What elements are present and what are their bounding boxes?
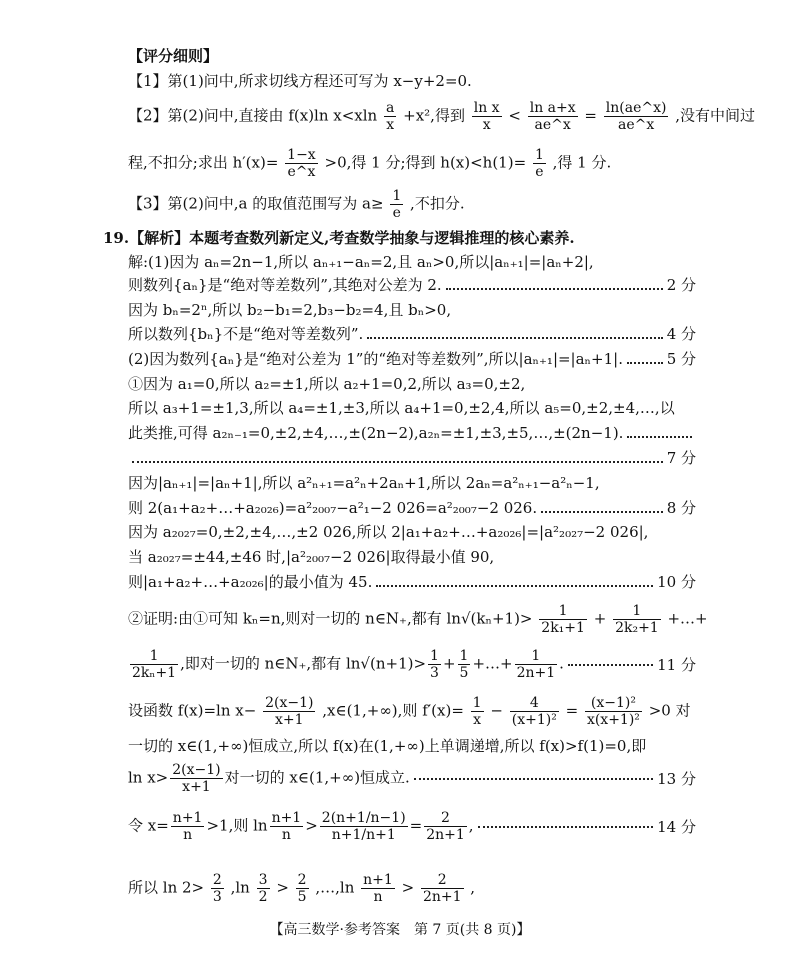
denominator: 2 (258, 889, 268, 905)
text: − (490, 701, 503, 720)
numerator: 1 (534, 147, 544, 163)
q19-line-20 (128, 872, 475, 905)
numerator: n+1 (172, 810, 203, 826)
numerator: 2(n+1/n−1) (321, 810, 406, 826)
q19-line-14 (128, 603, 708, 636)
denominator: ae^x (617, 117, 655, 133)
fraction (384, 100, 396, 133)
denominator: e (535, 164, 544, 180)
fraction (585, 695, 642, 728)
fraction (270, 810, 304, 843)
text: + (593, 609, 607, 628)
text: 【3】第(2)问中,a 的取值范围写为 a≥ (128, 194, 384, 213)
numerator: ln(ae^x) (605, 100, 667, 116)
denominator: 2kₙ+1 (132, 665, 177, 681)
dot-leader (627, 436, 692, 438)
fraction (533, 147, 546, 180)
dot-leader (478, 826, 654, 828)
fraction (515, 648, 558, 681)
fraction (539, 603, 587, 636)
dot-leader (627, 362, 663, 364)
q19-scored-line (128, 275, 696, 295)
grading-item-2-cont (128, 147, 611, 180)
denominator: e^x (287, 164, 316, 180)
numerator: 1 (539, 603, 587, 620)
score: 14 分 (657, 817, 696, 836)
fraction (421, 872, 464, 905)
denominator: e (392, 205, 401, 221)
score: 7 分 (666, 449, 696, 467)
q19-scored-line (128, 762, 696, 795)
denominator: x (482, 117, 491, 133)
fraction (211, 872, 224, 905)
text: ,…,ln (315, 878, 355, 897)
q19-scored-line (128, 810, 696, 843)
q19-line: 因为 a₂₀₂₇=0,±2,±4,…,±2 026,所以 2|a₁+a₂+…+a₂₀₂₆|=|a²₂₀₂₇−2 026|, (128, 523, 649, 541)
fraction (604, 100, 669, 133)
numerator: 1 (459, 648, 469, 664)
denominator: 2n+1 (422, 889, 462, 905)
score: 8 分 (666, 499, 696, 517)
text: >0,得 1 分;得到 h(x)<h(1)= (324, 153, 527, 172)
dot-leader (446, 288, 663, 290)
denominator: 3 (430, 665, 439, 681)
numerator: (x−1)² (585, 695, 642, 712)
q19-line (128, 423, 696, 443)
text: 令 x= (128, 816, 169, 835)
dot-leader (376, 585, 653, 587)
numerator: 2 (297, 872, 307, 888)
dot-leader (367, 337, 662, 339)
numerator: ln a+x (529, 100, 576, 116)
denominator: 5 (459, 665, 469, 681)
fraction (471, 695, 484, 728)
text: ②证明:由①可知 kₙ=n,则对一切的 n∈N₊,都有 ln√(kₙ+1)> (128, 609, 533, 628)
text: ,不扣分. (410, 194, 465, 213)
text: = (565, 701, 579, 720)
q19-line: ①因为 a₁=0,所以 a₂=±1,所以 a₂+1=0,2,所以 a₃=0,±2, (128, 375, 526, 393)
numerator: 1−x (287, 147, 316, 163)
denominator: 2n+1 (516, 665, 556, 681)
fraction (320, 810, 408, 843)
numerator: a (386, 100, 395, 116)
fraction (510, 695, 559, 728)
fraction (130, 648, 178, 681)
q19-scored-line (128, 498, 696, 518)
numerator: 1 (472, 695, 482, 711)
text (128, 810, 474, 843)
grading-item-3 (128, 188, 465, 221)
fraction (170, 762, 222, 795)
page-footer: 【高三数学·参考答案 第 7 页(共 8 页)】 (269, 922, 531, 938)
denominator: x+1 (182, 779, 211, 795)
numerator: n+1 (363, 872, 393, 888)
text: 设函数 f(x)=ln x− (128, 701, 257, 720)
numerator: n+1 (271, 810, 302, 826)
denominator: x (386, 117, 395, 133)
text: = (409, 816, 423, 835)
dot-leader (541, 511, 663, 513)
q19-header: 19.【解析】本题考查数列新定义,考查数学抽象与逻辑推理的核心素养. (103, 229, 575, 247)
text: ,没有中间过 (675, 106, 756, 125)
denominator: 5 (297, 889, 307, 905)
text (128, 648, 564, 681)
text: = (584, 106, 597, 125)
q19-scored-line (128, 324, 696, 344)
denominator: 2k₂+1 (615, 620, 659, 636)
fraction (257, 872, 270, 905)
q19-line: 因为 bₙ=2ⁿ,所以 b₂−b₁=2,b₃−b₂=4,且 bₙ>0, (128, 301, 452, 319)
numerator: 4 (510, 695, 559, 712)
text: 程,不扣分;求出 h′(x)= (128, 153, 279, 172)
text: +x²,得到 (403, 106, 465, 125)
dot-leader (132, 461, 663, 463)
fraction (361, 872, 395, 905)
fraction (171, 810, 205, 843)
dot-leader (568, 664, 653, 666)
q19-scored-line (128, 572, 696, 592)
grading-title: 【评分细则】 (128, 47, 219, 65)
numerator: 2 (424, 810, 467, 827)
grading-item-2 (128, 100, 755, 133)
dot-leader (414, 778, 653, 780)
q19-line: 当 a₂₀₂₇=±44,±46 时,|a²₂₀₀₇−2 026|取得最小值 90, (128, 548, 495, 566)
q19-line: 一切的 x∈(1,+∞)恒成立,所以 f(x)在(1,+∞)上单调递增,所以 f(x)>f(1)=0,即 (128, 737, 647, 755)
text: 则数列{aₙ}是“绝对等差数列”,其绝对公差为 2. (128, 276, 442, 294)
numerator: 2 (212, 872, 222, 888)
q19-scored-line (128, 448, 696, 468)
denominator: ae^x (534, 117, 571, 133)
denominator: x+1 (275, 712, 304, 728)
score: 10 分 (657, 573, 696, 591)
text: , (468, 816, 474, 835)
text: ,即对一切的 n∈N₊,都有 ln√(n+1)> (180, 654, 427, 673)
denominator: 2n+1 (426, 827, 465, 843)
fraction (263, 695, 315, 728)
score: 2 分 (666, 276, 696, 294)
text: ,ln (230, 878, 250, 897)
text: . (559, 654, 564, 673)
text: > (276, 878, 289, 897)
text: 所以 ln 2> (128, 878, 205, 897)
denominator: 2k₁+1 (541, 620, 585, 636)
text: 此类推,可得 a₂ₙ₋₁=0,±2,±4,…,±(2n−2),a₂ₙ=±1,±3,±5,…,±(2n−1). (128, 424, 624, 442)
fraction (296, 872, 309, 905)
fraction (424, 810, 467, 843)
text: 所以数列{bₙ}不是“绝对等差数列”. (128, 325, 364, 343)
q19-scored-line (128, 349, 696, 369)
score: 13 分 (657, 769, 696, 788)
text: + (442, 654, 456, 673)
text: 则|a₁+a₂+…+a₂₀₂₆|的最小值为 45. (128, 573, 373, 591)
q19-line-16 (128, 695, 691, 728)
score: 11 分 (657, 655, 696, 674)
fraction (528, 100, 578, 133)
fraction (613, 603, 661, 636)
numerator: 2(x−1) (172, 762, 221, 778)
text: > (305, 816, 318, 835)
denominator: n (183, 827, 193, 843)
text (128, 762, 410, 795)
text: >1,则 ln (206, 816, 268, 835)
text: ,x∈(1,+∞),则 f′(x)= (322, 701, 464, 720)
text: 则 2(a₁+a₂+…+a₂₀₂₆)=a²₂₀₀₇−a²₁−2 026=a²₂₀₀₇−2 026. (128, 499, 538, 517)
denominator: n+1/n+1 (331, 827, 396, 843)
text: 【2】第(2)问中,直接由 f(x)ln x<xln (128, 106, 378, 125)
text: +…+ (667, 609, 708, 628)
numerator: 3 (258, 872, 268, 888)
text: , (470, 878, 476, 897)
text: 对一切的 x∈(1,+∞)恒成立. (224, 768, 410, 787)
grading-item-1: 【1】第(1)问中,所求切线方程还可写为 x−y+2=0. (128, 72, 472, 90)
text: +…+ (472, 654, 513, 673)
text: ,得 1 分. (552, 153, 612, 172)
text: >0 对 (648, 701, 691, 720)
denominator: x (473, 712, 482, 728)
numerator: 1 (515, 648, 558, 665)
text: ln x> (128, 768, 169, 787)
denominator: x(x+1)² (586, 712, 640, 728)
denominator: n (281, 827, 291, 843)
text: < (508, 106, 521, 125)
numerator: ln x (473, 100, 500, 116)
numerator: 1 (130, 648, 178, 665)
q19-line: 所以 a₃+1=±1,3,所以 a₄=±1,±3,所以 a₄+1=0,±2,4,所以 a₅=0,±2,±4,…,以 (128, 399, 675, 417)
fraction (458, 648, 471, 681)
numerator: 2(x−1) (265, 695, 314, 711)
score: 5 分 (666, 350, 696, 368)
denominator: n (373, 889, 383, 905)
denominator: (x+1)² (511, 712, 557, 728)
q19-line: 因为|aₙ₊₁|=|aₙ+1|,所以 a²ₙ₊₁=a²ₙ+2aₙ+1,所以 2aₙ=a²ₙ₊₁−a²ₙ−1, (128, 474, 600, 492)
numerator: 2 (421, 872, 464, 889)
q19-scored-line (128, 648, 696, 681)
numerator: 1 (613, 603, 661, 620)
score: 4 分 (666, 325, 696, 343)
fraction (428, 648, 441, 681)
numerator: 1 (430, 648, 439, 664)
denominator: 3 (212, 889, 222, 905)
text: (2)因为数列{aₙ}是“绝对公差为 1”的“绝对等差数列”,所以|aₙ₊₁|=|aₙ+1|. (128, 350, 623, 368)
fraction (472, 100, 502, 133)
numerator: 1 (392, 188, 402, 204)
fraction (285, 147, 318, 180)
fraction (390, 188, 403, 221)
text: > (401, 878, 415, 897)
q19-line: 解:(1)因为 aₙ=2n−1,所以 aₙ₊₁−aₙ=2,且 aₙ>0,所以|aₙ₊₁|=|aₙ+2|, (128, 253, 594, 271)
